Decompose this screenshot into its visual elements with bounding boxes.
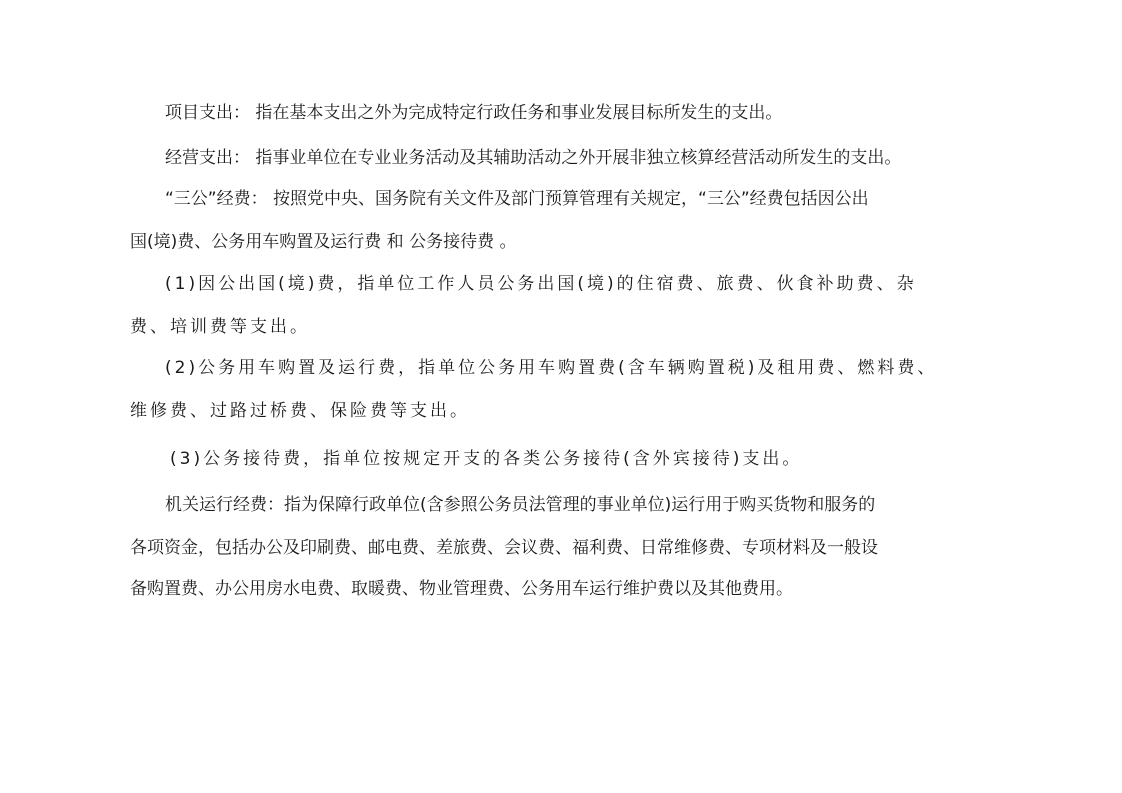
item-1-line-1: (1)因公出国(境)费，指单位工作人员公务出国(境)的住宿费、旅费、伙食补助费、杂 — [165, 274, 917, 294]
item-2-line-1: (2)公务用车购置及运行费，指单位公务用车购置费(含车辆购置税)及租用费、燃料费、 — [165, 358, 938, 378]
item-1-line-2: 费、培训费等支出。 — [130, 317, 310, 337]
item-2-line-2: 维修费、过路过桥费、保险费等支出。 — [130, 401, 470, 421]
paragraph-office-operating-line-2: 各项资金，包括办公及印刷费、邮电费、差旅费、会议费、福利费、日常维修费、专项材料及一般设 — [130, 538, 878, 558]
paragraph-three-public-line-1: “三公”经费： 按照党中央、国务院有关文件及部门预算管理有关规定，“三公”经费包括因公出 — [165, 189, 869, 209]
paragraph-project-expenditure: 项目支出： 指在基本支出之外为完成特定行政任务和事业发展目标所发生的支出。 — [165, 103, 783, 123]
paragraph-office-operating-line-3: 备购置费、办公用房水电费、取暖费、物业管理费、公务用车运行维护费以及其他费用。 — [130, 579, 793, 599]
item-3-line-1: (3)公务接待费，指单位按规定开支的各类公务接待(含外宾接待)支出。 — [170, 449, 803, 469]
paragraph-operating-expenditure: 经营支出： 指事业单位在专业业务活动及其辅助活动之外开展非独立核算经营活动所发生的支出。 — [165, 148, 902, 168]
paragraph-office-operating-line-1: 机关运行经费：指为保障行政单位(含参照公务员法管理的事业单位)运行用于购买货物和服务的 — [165, 495, 876, 515]
paragraph-three-public-line-2: 国(境)费、公务用车购置及运行费 和 公务接待费 。 — [130, 232, 517, 252]
